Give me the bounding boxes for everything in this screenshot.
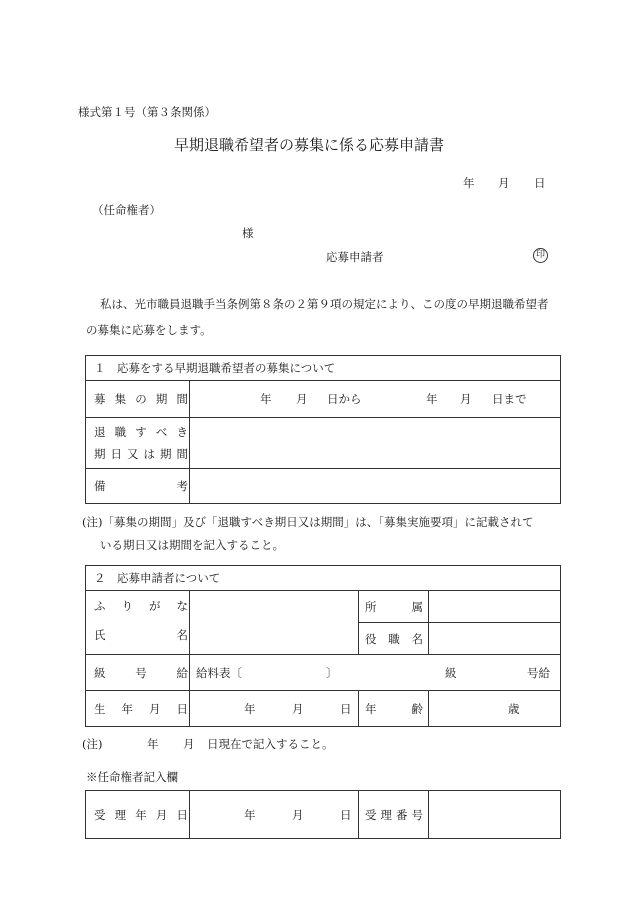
column-divider bbox=[428, 690, 429, 726]
dob-month: 月 bbox=[292, 701, 304, 716]
furigana-label bbox=[94, 596, 188, 616]
date-month-label: 月 bbox=[498, 176, 510, 190]
age-label bbox=[365, 691, 423, 726]
receipt-number-label bbox=[365, 791, 423, 838]
name-label bbox=[94, 624, 188, 646]
age-label-b: 齢 bbox=[411, 701, 423, 716]
period-label-text: 募 集 の 期 間 bbox=[94, 392, 188, 406]
received-year: 年 bbox=[244, 807, 256, 822]
period-from-year: 年 bbox=[260, 392, 272, 406]
note1-line-2: いる期日又は期間を記入すること。 bbox=[100, 538, 284, 552]
dob-label bbox=[94, 691, 188, 726]
appointer-label: （任命権者） bbox=[92, 203, 161, 217]
dob-day: 日 bbox=[340, 701, 352, 716]
grade-label-a: 級 bbox=[94, 665, 106, 680]
period-from-day: 日から bbox=[327, 392, 362, 406]
period-from-month: 月 bbox=[296, 392, 308, 406]
grade-label-c: 給 bbox=[176, 665, 188, 680]
period-label bbox=[94, 381, 188, 417]
applicant-table bbox=[85, 565, 561, 727]
affiliation-label-a: 所 bbox=[365, 599, 377, 614]
position-label bbox=[365, 623, 423, 654]
recruitment-table bbox=[85, 355, 561, 504]
note2-prefix: (注) bbox=[82, 737, 103, 751]
column-divider bbox=[358, 791, 359, 838]
date-day-label: 日 bbox=[534, 176, 546, 190]
dob-year: 年 bbox=[244, 701, 256, 716]
retire-label-line1-text: 退 職 す べ き bbox=[94, 425, 188, 439]
age-unit: 歳 bbox=[508, 701, 520, 716]
received-date-label bbox=[94, 791, 188, 838]
column-divider bbox=[189, 690, 190, 726]
appointer-entry-table bbox=[85, 790, 561, 839]
receipt-number-label-text: 受 理 番 号 bbox=[365, 807, 423, 822]
position-field[interactable] bbox=[429, 623, 560, 654]
honorific-label: 様 bbox=[242, 226, 254, 240]
step-unit: 号給 bbox=[527, 665, 550, 680]
furigana-label-text: ふ り が な bbox=[94, 599, 188, 613]
page-title: 早期退職希望者の募集に係る応募申請書 bbox=[174, 136, 445, 154]
receipt-number-field[interactable] bbox=[429, 791, 560, 838]
column-divider bbox=[189, 654, 190, 690]
name-field[interactable] bbox=[190, 591, 358, 654]
remarks-label-a: 備 bbox=[94, 479, 106, 493]
remarks-label bbox=[94, 469, 188, 503]
salary-bracket-close: 〕 bbox=[326, 665, 338, 680]
affiliation-label bbox=[365, 591, 423, 622]
received-day: 日 bbox=[340, 807, 352, 822]
column-divider bbox=[358, 690, 359, 726]
period-to-year: 年 bbox=[426, 392, 438, 406]
name-label-b: 名 bbox=[176, 628, 188, 642]
age-label-a: 年 bbox=[365, 701, 377, 716]
note2-year: 年 bbox=[147, 737, 159, 751]
note2-month: 月 bbox=[183, 737, 195, 751]
retire-label-line2-text: 期 日 又 は 期 間 bbox=[94, 447, 188, 461]
received-month: 月 bbox=[292, 807, 304, 822]
affiliation-label-b: 属 bbox=[411, 599, 423, 614]
period-to-day: 日まで bbox=[492, 392, 527, 406]
remarks-label-b: 考 bbox=[176, 479, 188, 493]
seal-mark: 印 bbox=[533, 248, 548, 263]
received-date-label-text: 受 理 年 月 日 bbox=[94, 807, 188, 822]
retire-label-line1 bbox=[94, 422, 188, 442]
section1-heading: １ 応募をする早期退職希望者の募集について bbox=[94, 361, 336, 375]
dob-label-text: 生 年 月 日 bbox=[94, 701, 188, 716]
applicant-label: 応募申請者 bbox=[326, 250, 384, 264]
date-year-label: 年 bbox=[463, 176, 475, 190]
note2-rest: 日現在で記入すること。 bbox=[207, 737, 334, 751]
remarks-field[interactable] bbox=[190, 469, 560, 503]
salary-table-text: 給料表〔 bbox=[196, 665, 242, 680]
retire-date-field[interactable] bbox=[190, 418, 560, 468]
grade-label bbox=[94, 655, 188, 690]
retire-label-line2 bbox=[94, 444, 188, 464]
name-label-a: 氏 bbox=[94, 628, 106, 642]
section2-heading: ２ 応募申請者について bbox=[94, 571, 221, 585]
section3-heading: ※任命権者記入欄 bbox=[86, 770, 178, 784]
position-label-text: 役 職 名 bbox=[365, 631, 423, 646]
intro-line-2: の募集に応募をします。 bbox=[86, 323, 212, 337]
note1-line-1: (注)「募集の期間」及び「退職すべき期日又は期間」は、「募集実施要項」に記載されて bbox=[82, 515, 534, 529]
grade-unit: 級 bbox=[445, 665, 457, 680]
column-divider bbox=[358, 590, 359, 654]
intro-line-1: 私は、光市職員退職手当条例第８条の２第９項の規定により、この度の早期退職希望者 bbox=[100, 297, 549, 311]
period-to-month: 月 bbox=[460, 392, 472, 406]
grade-label-b: 号 bbox=[135, 665, 147, 680]
form-number: 様式第１号（第３条関係） bbox=[78, 105, 216, 119]
column-divider bbox=[189, 791, 190, 838]
affiliation-field[interactable] bbox=[429, 591, 560, 622]
